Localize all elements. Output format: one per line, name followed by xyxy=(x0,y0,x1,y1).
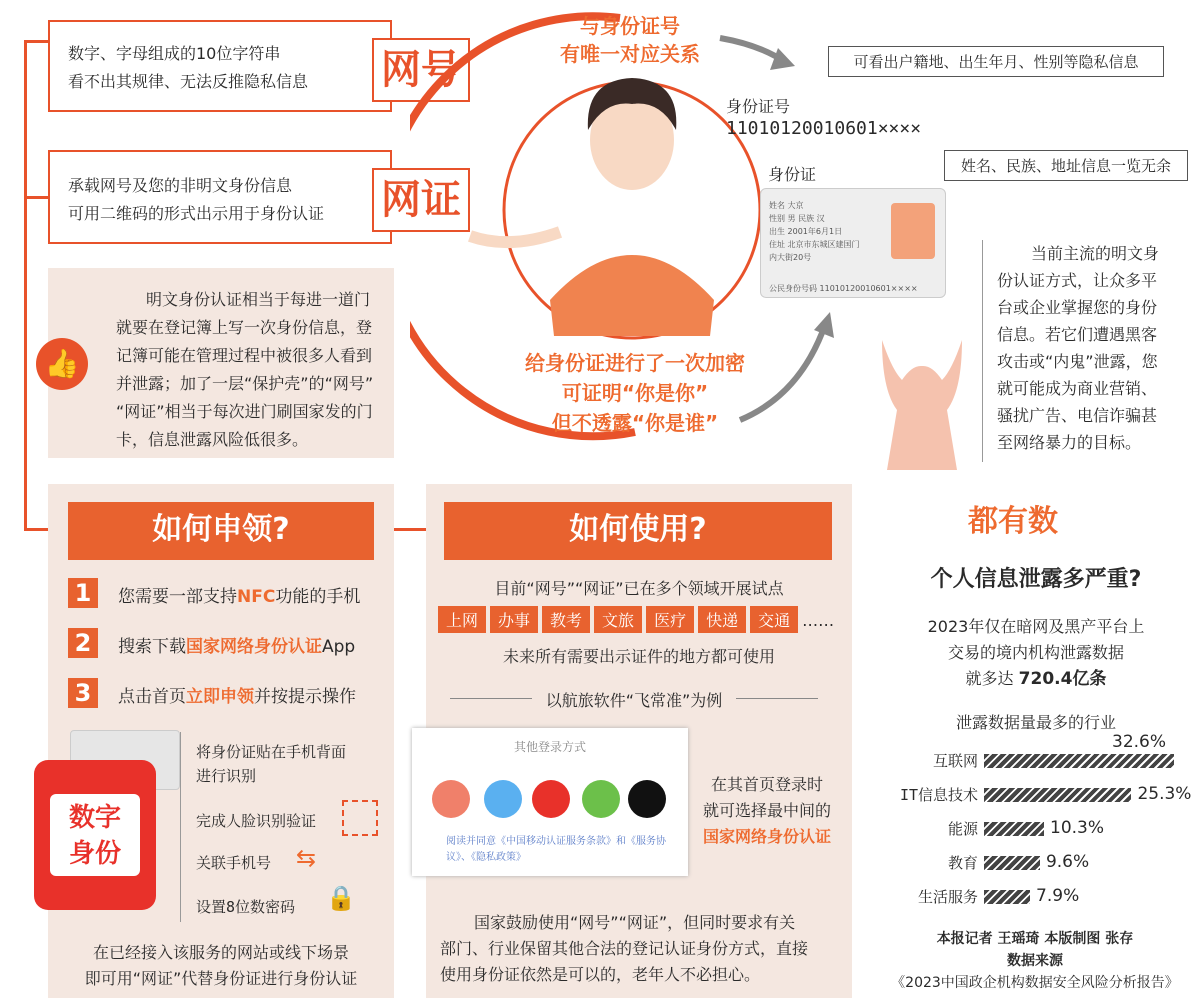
explanation-text: 明文身份认证相当于每进一道门 就要在登记簿上写一次身份信息，登 记簿可能在管理过程中被很多人看到 并泄露；加了一层“保护壳”的“网号” “网证”相当于每次进门刷国家发的门 卡，信息泄露风险低很多。 xyxy=(116,290,374,449)
chip-exam: 教考 xyxy=(542,606,590,633)
wanghao-desc-box xyxy=(48,20,392,112)
example-rule-right xyxy=(736,698,818,699)
chip-transport: 交通 xyxy=(750,606,798,633)
wangzheng-line1: 承载网号及您的非明文身份信息 xyxy=(68,176,293,195)
agreement-text[interactable]: 阅读并同意《中国移动认证服务条款》和《服务协议》、《隐私政策》 xyxy=(446,836,666,863)
sub-step-password: 设置8位数密码 xyxy=(196,898,296,916)
weibo-icon[interactable] xyxy=(432,780,470,818)
chip-affairs: 办事 xyxy=(490,606,538,633)
bar xyxy=(984,754,1174,768)
bar-value-label: 32.6% xyxy=(1112,732,1167,752)
step1-number: 1 xyxy=(68,578,98,608)
phone-app-icon xyxy=(34,760,156,910)
wangzheng-line2: 可用二维码的形式出示用于身份认证 xyxy=(68,204,325,223)
wechat-icon[interactable] xyxy=(582,780,620,818)
top-arrowhead xyxy=(770,48,795,70)
chip-tourism: 文旅 xyxy=(594,606,642,633)
chart-title: 泄露数据量最多的行业 xyxy=(955,713,1116,732)
bar-value-label: 9.6% xyxy=(1045,852,1090,872)
bubble-birthplace: 可看出户籍地、出生年月、性别等隐私信息 xyxy=(828,46,1164,77)
bar-value-label: 10.3% xyxy=(1050,818,1105,838)
connector-top xyxy=(24,40,48,43)
bar-label: 生活服务 xyxy=(917,888,978,906)
id-card-label: 身份证 xyxy=(768,165,817,184)
use-line1: 目前“网号”“网证”已在多个领域开展试点 xyxy=(494,579,784,598)
thumbs-up-icon: 👍 xyxy=(36,338,88,390)
bar xyxy=(984,890,1030,904)
step3-text: 点击首页立即申领并按提示操作 xyxy=(118,687,356,707)
bar xyxy=(984,788,1131,802)
id-photo-avatar xyxy=(891,203,935,259)
sub-steps-divider xyxy=(180,732,181,922)
bar xyxy=(984,856,1040,870)
risk-panel xyxy=(982,240,1182,462)
id-card-number: 公民身份号码 11010120010601×××× xyxy=(769,284,918,293)
id-number-value: 11010120010601×××× xyxy=(726,118,922,139)
bar-label: 能源 xyxy=(947,820,978,838)
center-bottom-text: 给身份证进行了一次加密 可证明“你是你” 但不透露“你是谁” xyxy=(525,351,745,435)
apply-title: 如何申领? xyxy=(68,502,374,560)
connector-mid xyxy=(24,196,48,199)
chip-express: 快递 xyxy=(698,606,746,633)
national-id-login-icon[interactable] xyxy=(532,780,570,818)
explanation-panel xyxy=(48,268,394,458)
id-card-image xyxy=(760,188,946,298)
sub-step-phone: 关联手机号 xyxy=(196,854,272,872)
wanghao-line1: 数字、字母组成的10位字符串 xyxy=(68,44,281,63)
example-label: 以航旅软件“飞常准”为例 xyxy=(545,691,723,710)
sub-step-scan: 将身份证贴在手机背面 进行识别 xyxy=(196,743,347,785)
step1-text: 您需要一部支持NFC功能的手机 xyxy=(118,587,361,607)
center-top-text: 与身份证号 有唯一对应关系 xyxy=(560,14,700,66)
id-card-fields: 姓名 大京 性别 男 民族 汉 出生 2001年6月1日 住址 北京市东城区建国门 内大街20号 xyxy=(769,201,860,262)
login-screenshot xyxy=(412,728,688,876)
step2-number: 2 xyxy=(68,628,98,658)
apple-icon[interactable] xyxy=(628,780,666,818)
bar-label: 互联网 xyxy=(932,752,978,770)
step2-text: 搜索下载国家网络身份认证App xyxy=(118,637,356,657)
wangzheng-desc-box xyxy=(48,150,392,244)
chips-ellipsis: …… xyxy=(802,611,835,630)
wangzheng-tag: 网证 xyxy=(372,168,470,232)
sub-step-face: 完成人脸识别验证 xyxy=(196,812,317,830)
bar-label: IT信息技术 xyxy=(899,786,978,804)
stats-title: 个人信息泄露多严重? xyxy=(930,567,1142,592)
digital-id-badge: 数字 身份 xyxy=(68,803,121,869)
lock-icon: 🔒 xyxy=(326,884,356,912)
use-title: 如何使用? xyxy=(444,502,832,560)
qq-icon[interactable] xyxy=(484,780,522,818)
link-arrows-icon: ⇆ xyxy=(296,844,317,872)
bar-value-label: 25.3% xyxy=(1137,784,1192,804)
step3-number: 3 xyxy=(68,678,98,708)
face-scan-icon xyxy=(342,800,378,836)
bar-value-label: 7.9% xyxy=(1036,886,1080,906)
bar-label: 教育 xyxy=(947,854,978,872)
id-number-label: 身份证号 xyxy=(726,97,791,116)
brand-logo: 都有数 xyxy=(968,504,1058,539)
bar xyxy=(984,822,1044,836)
apply-footer: 在已经接入该服务的网站或线下场景 即可用“网证”代替身份证进行身份认证 xyxy=(84,943,358,988)
use-chips xyxy=(438,606,834,633)
wanghao-tag: 网号 xyxy=(372,38,470,102)
stats-summary: 2023年仅在暗网及黑产平台上 交易的境内机构泄露数据 就多达 720.4亿条 xyxy=(927,617,1145,689)
credits: 本报记者 王瑶琦 本版制图 张存 数据来源 《2023中国政企机构数据安全风险分析报告》 xyxy=(891,931,1179,991)
left-connector-line xyxy=(24,40,27,530)
chip-medical: 医疗 xyxy=(646,606,694,633)
devil-icon xyxy=(862,330,982,470)
use-footer: 国家鼓励使用“网号”“网证”，但同时要求有关 部门、行业保留其他合法的登记认证身份方式，直接 使用身份证依然是可以的，老年人不必担心。 xyxy=(440,913,809,984)
wanghao-line2: 看不出其规律、无法反推隐私信息 xyxy=(68,72,309,91)
login-title: 其他登录方式 xyxy=(513,740,586,754)
risk-text: 当前主流的明文身 份认证方式，让众多平 台或企业掌握您的身份 信息。若它们遭遇黑客 攻击或“内鬼”泄露，您 就可能成为商业营销、 骚扰广告、电信诈骗甚 至网络暴力的目标。 xyxy=(997,244,1160,452)
use-line2: 未来所有需要出示证件的地方都可使用 xyxy=(502,647,775,666)
login-note: 在其首页登录时 就可选择最中间的 国家网络身份认证 xyxy=(702,775,831,846)
example-rule-left xyxy=(450,698,532,699)
chip-internet: 上网 xyxy=(438,606,486,633)
bubble-name-info: 姓名、民族、地址信息一览无余 xyxy=(944,150,1188,181)
